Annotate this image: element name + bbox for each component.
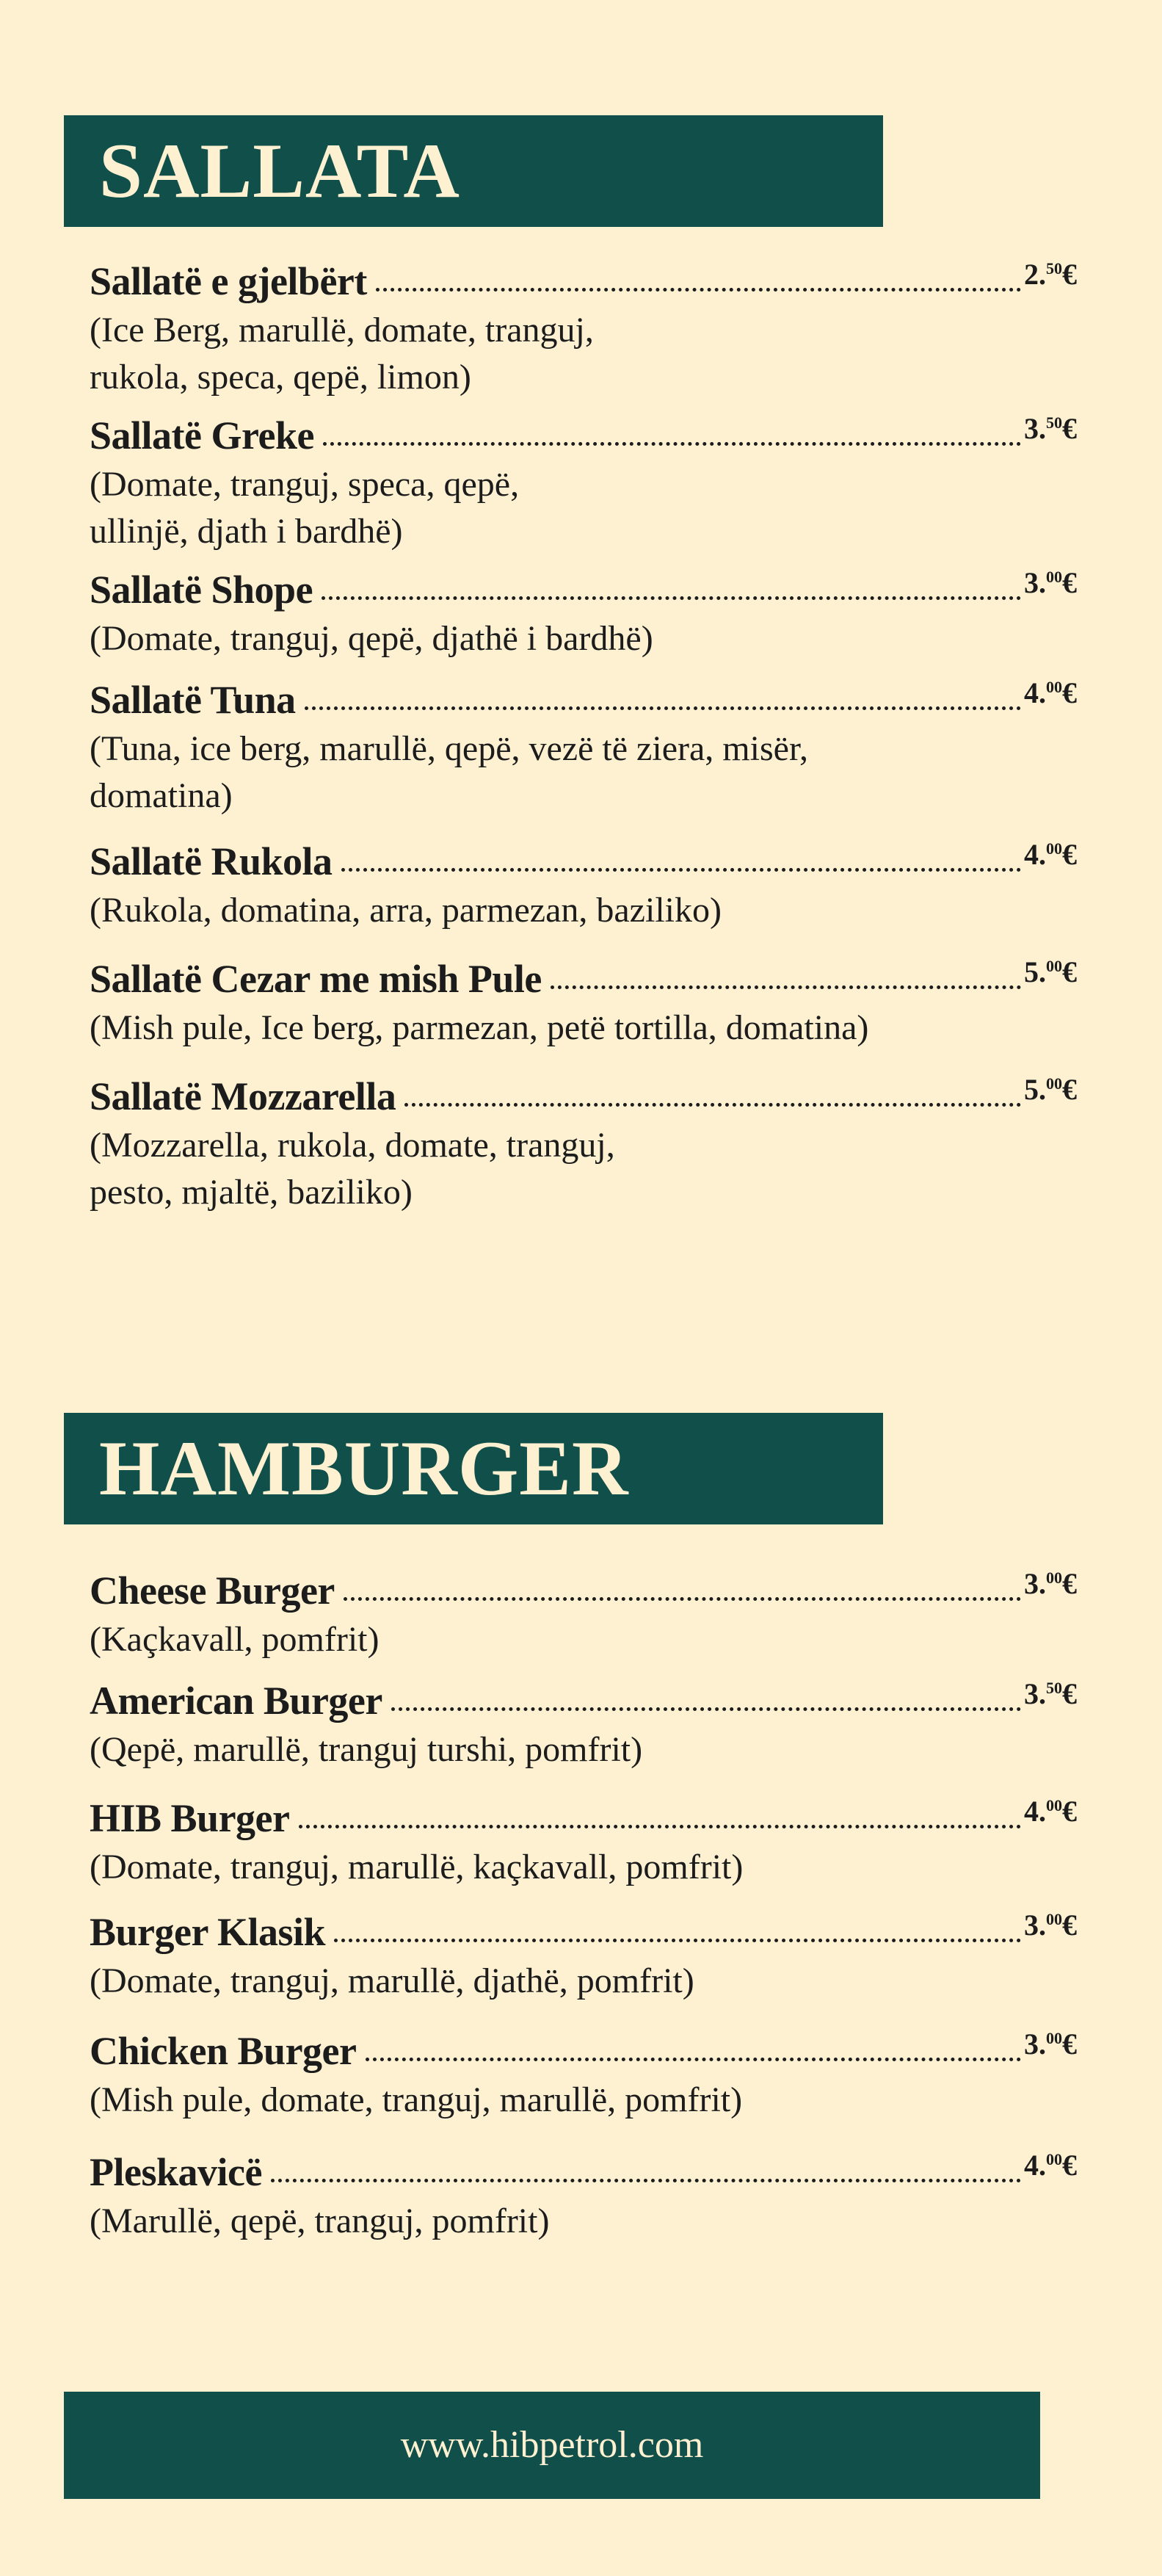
website-link[interactable]: www.hibpetrol.com: [64, 2392, 1040, 2499]
dot-leader: [305, 706, 1021, 710]
item-description: (Rukola, domatina, arra, parmezan, baziliko): [90, 891, 722, 930]
dot-leader: [404, 1103, 1021, 1107]
item-description: (Domate, tranguj, marullë, djathë, pomfrit): [90, 1961, 694, 2000]
dot-leader: [551, 985, 1021, 989]
item-name: Sallatë Shope: [90, 568, 313, 612]
item-description: (Kaçkavall, pomfrit): [90, 1620, 380, 1659]
salads-section-title: SALLATA: [64, 115, 883, 227]
menu-item: [90, 1909, 1077, 2028]
dot-leader: [344, 1597, 1021, 1601]
menu-item: [90, 258, 1077, 413]
item-description: (Domate, tranguj, marullë, kaçkavall, pomfrit): [90, 1848, 744, 1886]
item-price: 3.00€: [1024, 2027, 1077, 2061]
item-price: 3.00€: [1024, 566, 1077, 599]
item-description: (Domate, tranguj, qepë, djathë i bardhë): [90, 619, 653, 658]
dot-leader: [341, 868, 1021, 872]
item-name: American Burger: [90, 1679, 382, 1723]
item-description: (Qepë, marullë, tranguj turshi, pomfrit): [90, 1730, 643, 1769]
item-name: Burger Klasik: [90, 1910, 326, 1954]
item-price: 3.50€: [1024, 1677, 1077, 1710]
burgers-section-title: HAMBURGER: [64, 1413, 883, 1524]
item-name: HIB Burger: [90, 1796, 290, 1840]
item-description: (Ice Berg, marullë, domate, tranguj, rukola, speca, qepë, limon): [90, 311, 594, 397]
item-description: (Mish pule, Ice berg, parmezan, petë tortilla, domatina): [90, 1008, 869, 1047]
menu-item: [90, 839, 1077, 956]
item-price: 4.00€: [1024, 676, 1077, 709]
item-name: Pleskavicë: [90, 2150, 262, 2194]
dot-leader: [334, 1939, 1021, 1942]
item-name: Sallatë Greke: [90, 413, 314, 457]
dot-leader: [366, 2058, 1022, 2061]
item-price: 5.00€: [1024, 955, 1077, 988]
item-description: (Domate, tranguj, speca, qepë, ullinjë, djath i bardhë): [90, 465, 520, 551]
item-description: (Tuna, ice berg, marullë, qepë, vezë të ziera, misër, domatina): [90, 729, 809, 815]
menu-item: [90, 1568, 1077, 1678]
menu-item: [90, 1678, 1077, 1795]
dot-leader: [376, 288, 1021, 292]
menu-item: [90, 1074, 1077, 1228]
menu-item: [90, 567, 1077, 677]
dot-leader: [391, 1707, 1021, 1711]
item-price: 3.00€: [1024, 1909, 1077, 1942]
menu-item: [90, 1795, 1077, 1909]
item-price: 3.00€: [1024, 1567, 1077, 1600]
item-price: 5.00€: [1024, 1073, 1077, 1106]
item-price: 2.50€: [1024, 258, 1077, 291]
item-name: Chicken Burger: [90, 2029, 357, 2073]
salads-list: [90, 258, 1077, 1228]
dot-leader: [323, 442, 1021, 446]
item-name: Sallatë Cezar me mish Pule: [90, 957, 542, 1001]
item-description: (Mozzarella, rukola, domate, tranguj, pesto, mjaltë, baziliko): [90, 1126, 615, 1212]
item-price: 4.00€: [1024, 838, 1077, 871]
item-name: Cheese Burger: [90, 1569, 335, 1613]
dot-leader: [299, 1825, 1022, 1828]
item-price: 4.00€: [1024, 1795, 1077, 1828]
item-name: Sallatë Rukola: [90, 839, 333, 883]
menu-item: [90, 2028, 1077, 2149]
dot-leader: [322, 596, 1021, 600]
item-description: (Mish pule, domate, tranguj, marullë, pomfrit): [90, 2080, 743, 2119]
item-name: Sallatë Mozzarella: [90, 1074, 396, 1118]
menu-item: [90, 413, 1077, 567]
item-price: 4.00€: [1024, 2149, 1077, 2182]
item-name: Sallatë e gjelbërt: [90, 259, 367, 303]
item-name: Sallatë Tuna: [90, 678, 296, 722]
item-description: (Marullë, qepë, tranguj, pomfrit): [90, 2201, 550, 2240]
menu-item: [90, 2149, 1077, 2260]
burgers-list: [90, 1568, 1077, 2260]
dot-leader: [271, 2179, 1021, 2182]
menu-item: [90, 956, 1077, 1074]
menu-item: [90, 677, 1077, 839]
item-price: 3.50€: [1024, 412, 1077, 445]
